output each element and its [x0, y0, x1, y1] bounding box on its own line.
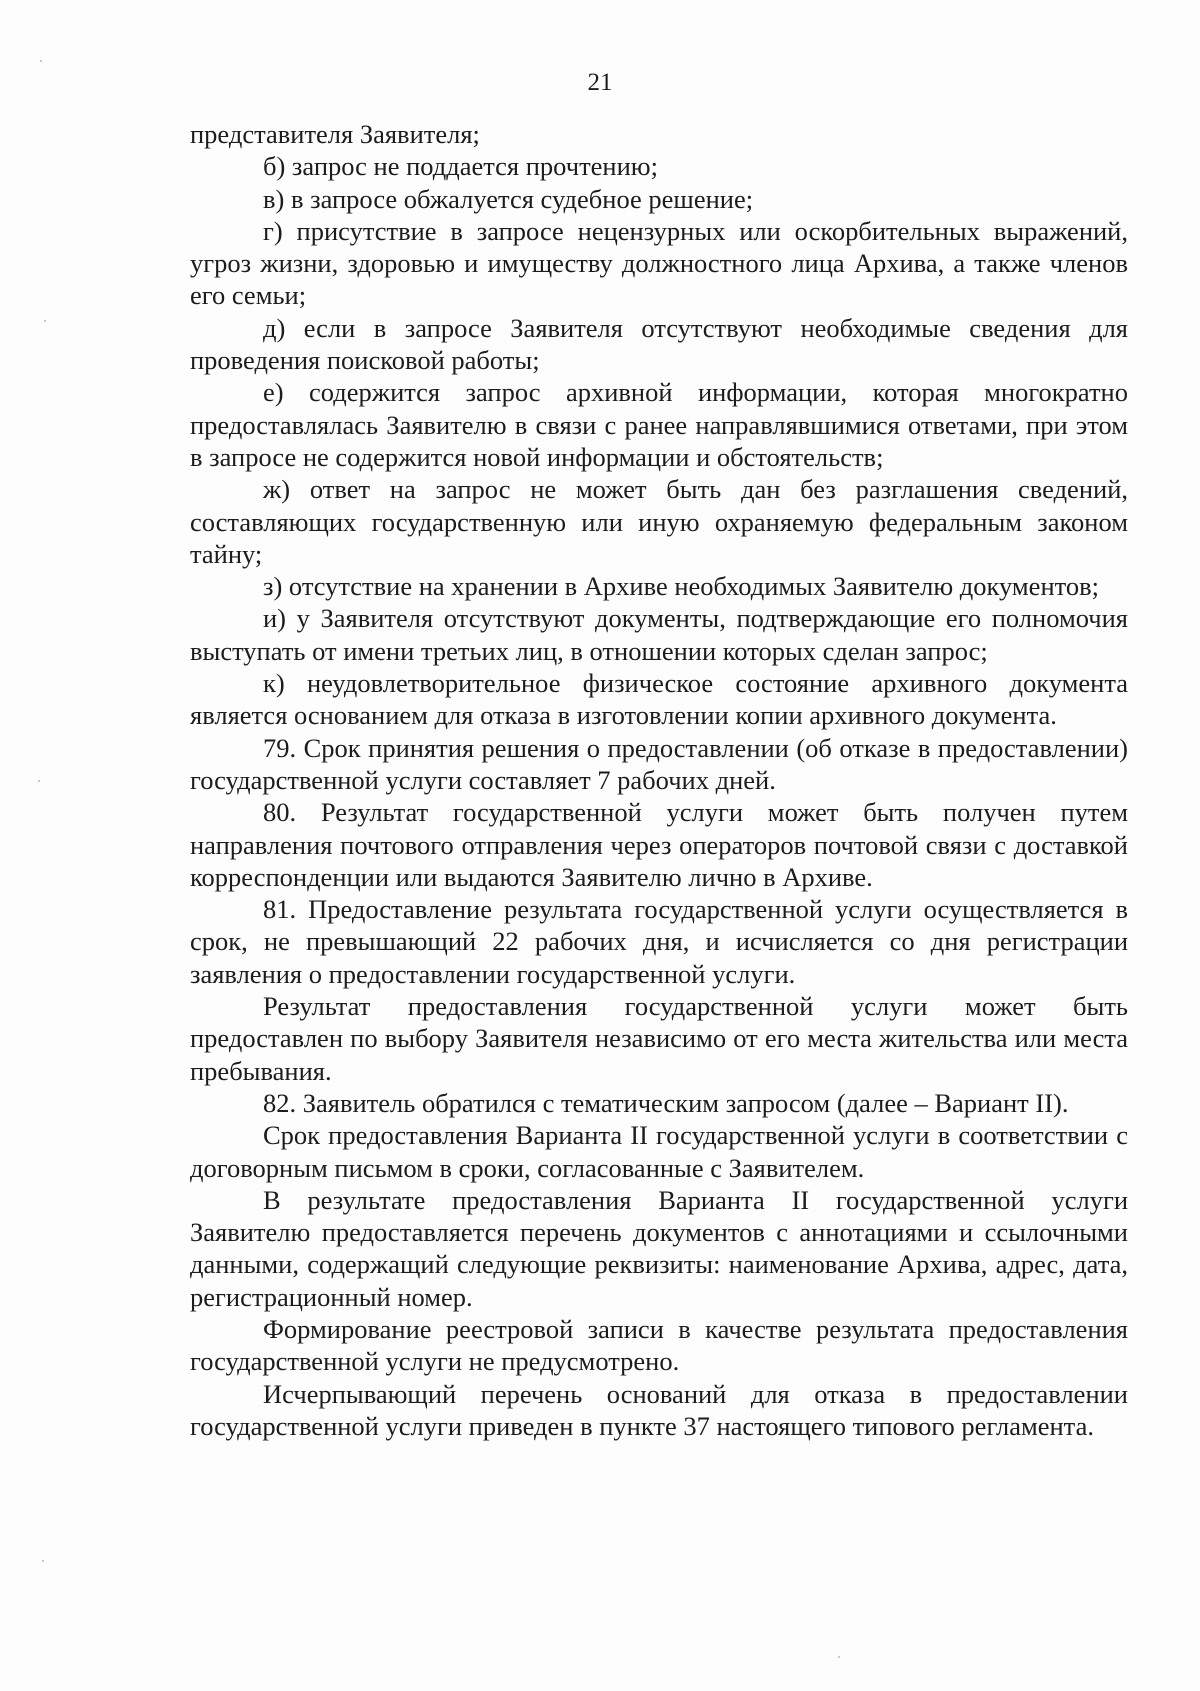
paragraph: Результат предоставления государственной услуги может быть предоставлен по выбору Заявителя независимо от его места жительства или места пребывания.: [190, 991, 1128, 1086]
paragraph: е) содержится запрос архивной информации, которая многократно предоставлялась Заявителю в связи с ранее направлявшимися ответами, при этом в запросе не содержится новой информации и обстоятельств;: [190, 377, 1128, 472]
paragraph: в) в запросе обжалуется судебное решение;: [263, 183, 754, 214]
paragraph: д) если в запросе Заявителя отсутствуют необходимые сведения для проведения поисковой работы;: [190, 312, 1128, 376]
paragraph: представителя Заявителя;: [190, 119, 480, 149]
paragraph: Формирование реестровой записи в качестве результата предоставления государственной услуги не предусмотрено.: [190, 1313, 1128, 1377]
paragraph: з) отсутствие на хранении в Архиве необходимых Заявителю документов;: [263, 571, 1099, 602]
scan-speck: [38, 780, 40, 782]
paragraph: б) запрос не поддается прочтению;: [263, 151, 658, 182]
page-number: 21: [587, 69, 613, 96]
paragraph: 80. Результат государственной услуги может быть получен путем направления почтового отправления через операторов почтовой связи с доставкой корреспонденции или выдаются Заявителю лично в Архиве.: [190, 797, 1128, 892]
paragraph: В результате предоставления Варианта II государственной услуги Заявителю предоставляется перечень документов с аннотациями и ссылочными данными, содержащий следующие реквизиты: наименование Архива, адрес, дата, регистрационный номер.: [190, 1184, 1128, 1312]
document-body: [190, 118, 1128, 1442]
paragraph: Исчерпывающий перечень оснований для отказа в предоставлении государственной услуги приведен в пункте 37 настоящего типового регламента.: [190, 1378, 1128, 1441]
scan-speck: [44, 320, 46, 322]
scan-speck: [40, 60, 42, 62]
paragraph: к) неудовлетворительное физическое состояние архивного документа является основанием для отказа в изготовлении копии архивного документа.: [190, 668, 1128, 731]
paragraph: 81. Предоставление результата государственной услуги осуществляется в срок, не превышающий 22 рабочих дня, и исчисляется со дня регистрации заявления о предоставлении государственной услуги.: [190, 894, 1128, 989]
paragraph: ж) ответ на запрос не может быть дан без разглашения сведений, составляющих государственную или иную охраняемую федеральным законом тайну;: [190, 474, 1128, 569]
paragraph: 82. Заявитель обратился с тематическим запросом (далее – Вариант II).: [263, 1087, 1069, 1118]
paragraph: Срок предоставления Варианта II государственной услуги в соответствии с договорным письмом в сроки, согласованные с Заявителем.: [190, 1120, 1128, 1183]
scan-speck: [42, 1560, 44, 1562]
scan-speck: [838, 1656, 840, 1658]
paragraph: 79. Срок принятия решения о предоставлении (об отказе в предоставлении) государственной услуги составляет 7 рабочих дней.: [190, 732, 1128, 795]
paragraph: г) присутствие в запросе нецензурных или оскорбительных выражений, угроз жизни, здоровью и имуществу должностного лица Архива, а также членов его семьи;: [190, 215, 1128, 311]
paragraph: и) у Заявителя отсутствуют документы, подтверждающие его полномочия выступать от имени третьих лиц, в отношении которых сделан запрос;: [190, 603, 1128, 666]
